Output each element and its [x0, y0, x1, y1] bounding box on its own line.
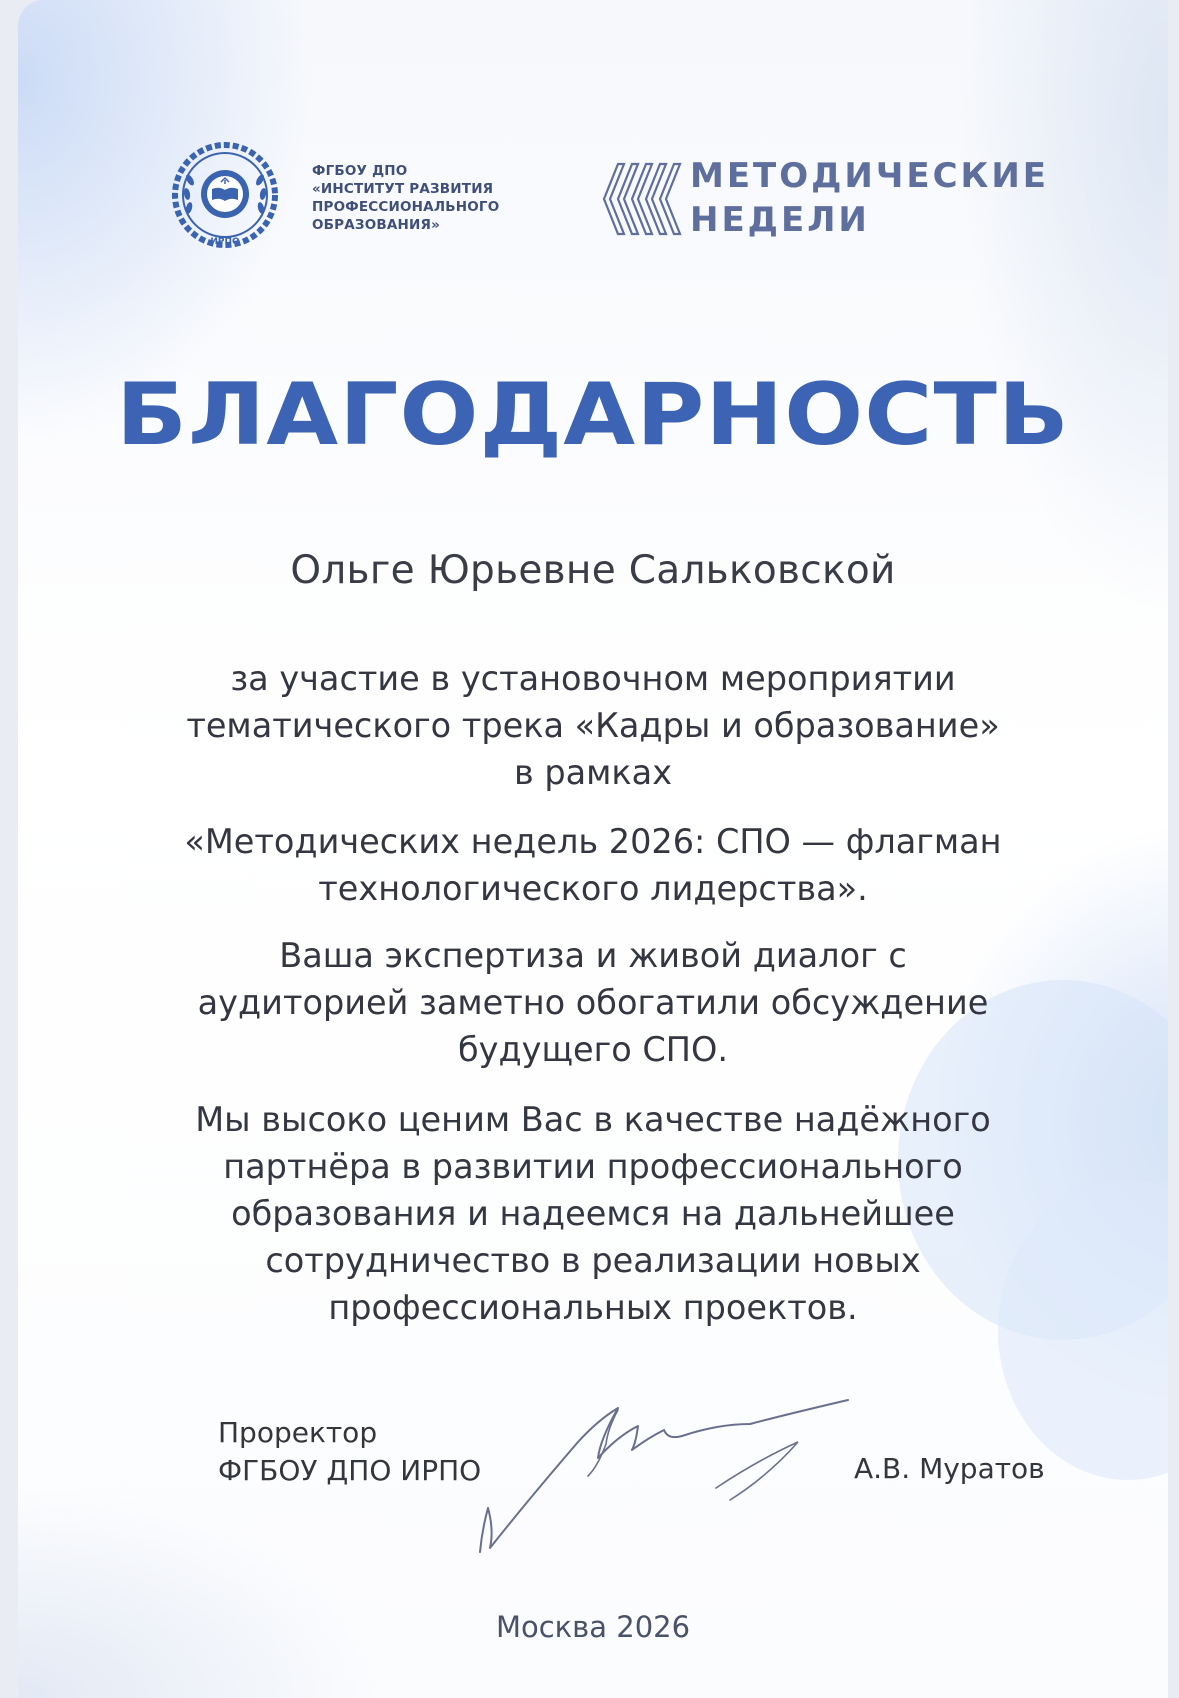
irpo-logo-icon: [170, 140, 280, 250]
certificate-sheet: [18, 0, 1168, 1698]
role-line: ФГБОУ ДПО ИРПО: [218, 1454, 482, 1487]
paragraph-line: профессиональных проектов.: [328, 1288, 858, 1327]
paragraph-line: «Методических недель 2026: СПО — флагман: [184, 822, 1002, 861]
paragraph-line: технологического лидерства».: [318, 869, 868, 908]
paragraph-line: тематического трека «Кадры и образование»: [186, 706, 1000, 745]
recipient-name: Ольге Юрьевне Сальковской: [290, 548, 896, 593]
paragraph-line: сотрудничество в реализации новых: [265, 1241, 921, 1280]
paragraph-line: Мы высоко ценим Вас в качестве надёжного: [195, 1100, 991, 1139]
paragraph-line: партнёра в развитии профессионального: [223, 1147, 963, 1186]
paragraph-line: будущего СПО.: [458, 1030, 728, 1069]
signatory-role: [218, 1414, 481, 1490]
irpo-logo-label: ИРПО: [210, 237, 240, 247]
paragraph-line: аудиторией заметно обогатили обсуждение: [197, 983, 989, 1022]
org-line: ОБРАЗОВАНИЯ»: [312, 217, 441, 233]
organization-name: [312, 162, 542, 234]
org-line: ПРОФЕССИОНАЛЬНОГО: [312, 199, 500, 215]
paragraph-line: в рамках: [513, 753, 673, 792]
handwritten-signature: [468, 1380, 918, 1580]
paragraph-expertise: [93, 932, 1093, 1073]
signatory-name: А.В. Муратов: [854, 1452, 1045, 1485]
project-line: МЕТОДИЧЕСКИЕ: [690, 156, 1050, 196]
paragraph-line: за участие в установочном мероприятии: [230, 659, 956, 698]
project-name: [690, 154, 1049, 242]
paragraph-participation: [93, 655, 1093, 796]
paragraph-line: Ваша экспертиза и живой диалог с: [279, 936, 907, 975]
city-year: Москва 2026: [495, 1610, 691, 1644]
role-line: Проректор: [218, 1416, 378, 1449]
paragraph-event: [93, 818, 1093, 912]
org-line: «ИНСТИТУТ РАЗВИТИЯ: [312, 181, 494, 197]
paragraph-partnership: [93, 1096, 1093, 1331]
paragraph-line: образования и надеемся на дальнейшее: [231, 1194, 955, 1233]
document-title: БЛАГОДАРНОСТЬ: [116, 365, 1070, 465]
project-line: НЕДЕЛИ: [690, 200, 870, 240]
methodical-weeks-logo-icon: [596, 160, 684, 238]
org-line: ФГБОУ ДПО: [312, 163, 408, 179]
